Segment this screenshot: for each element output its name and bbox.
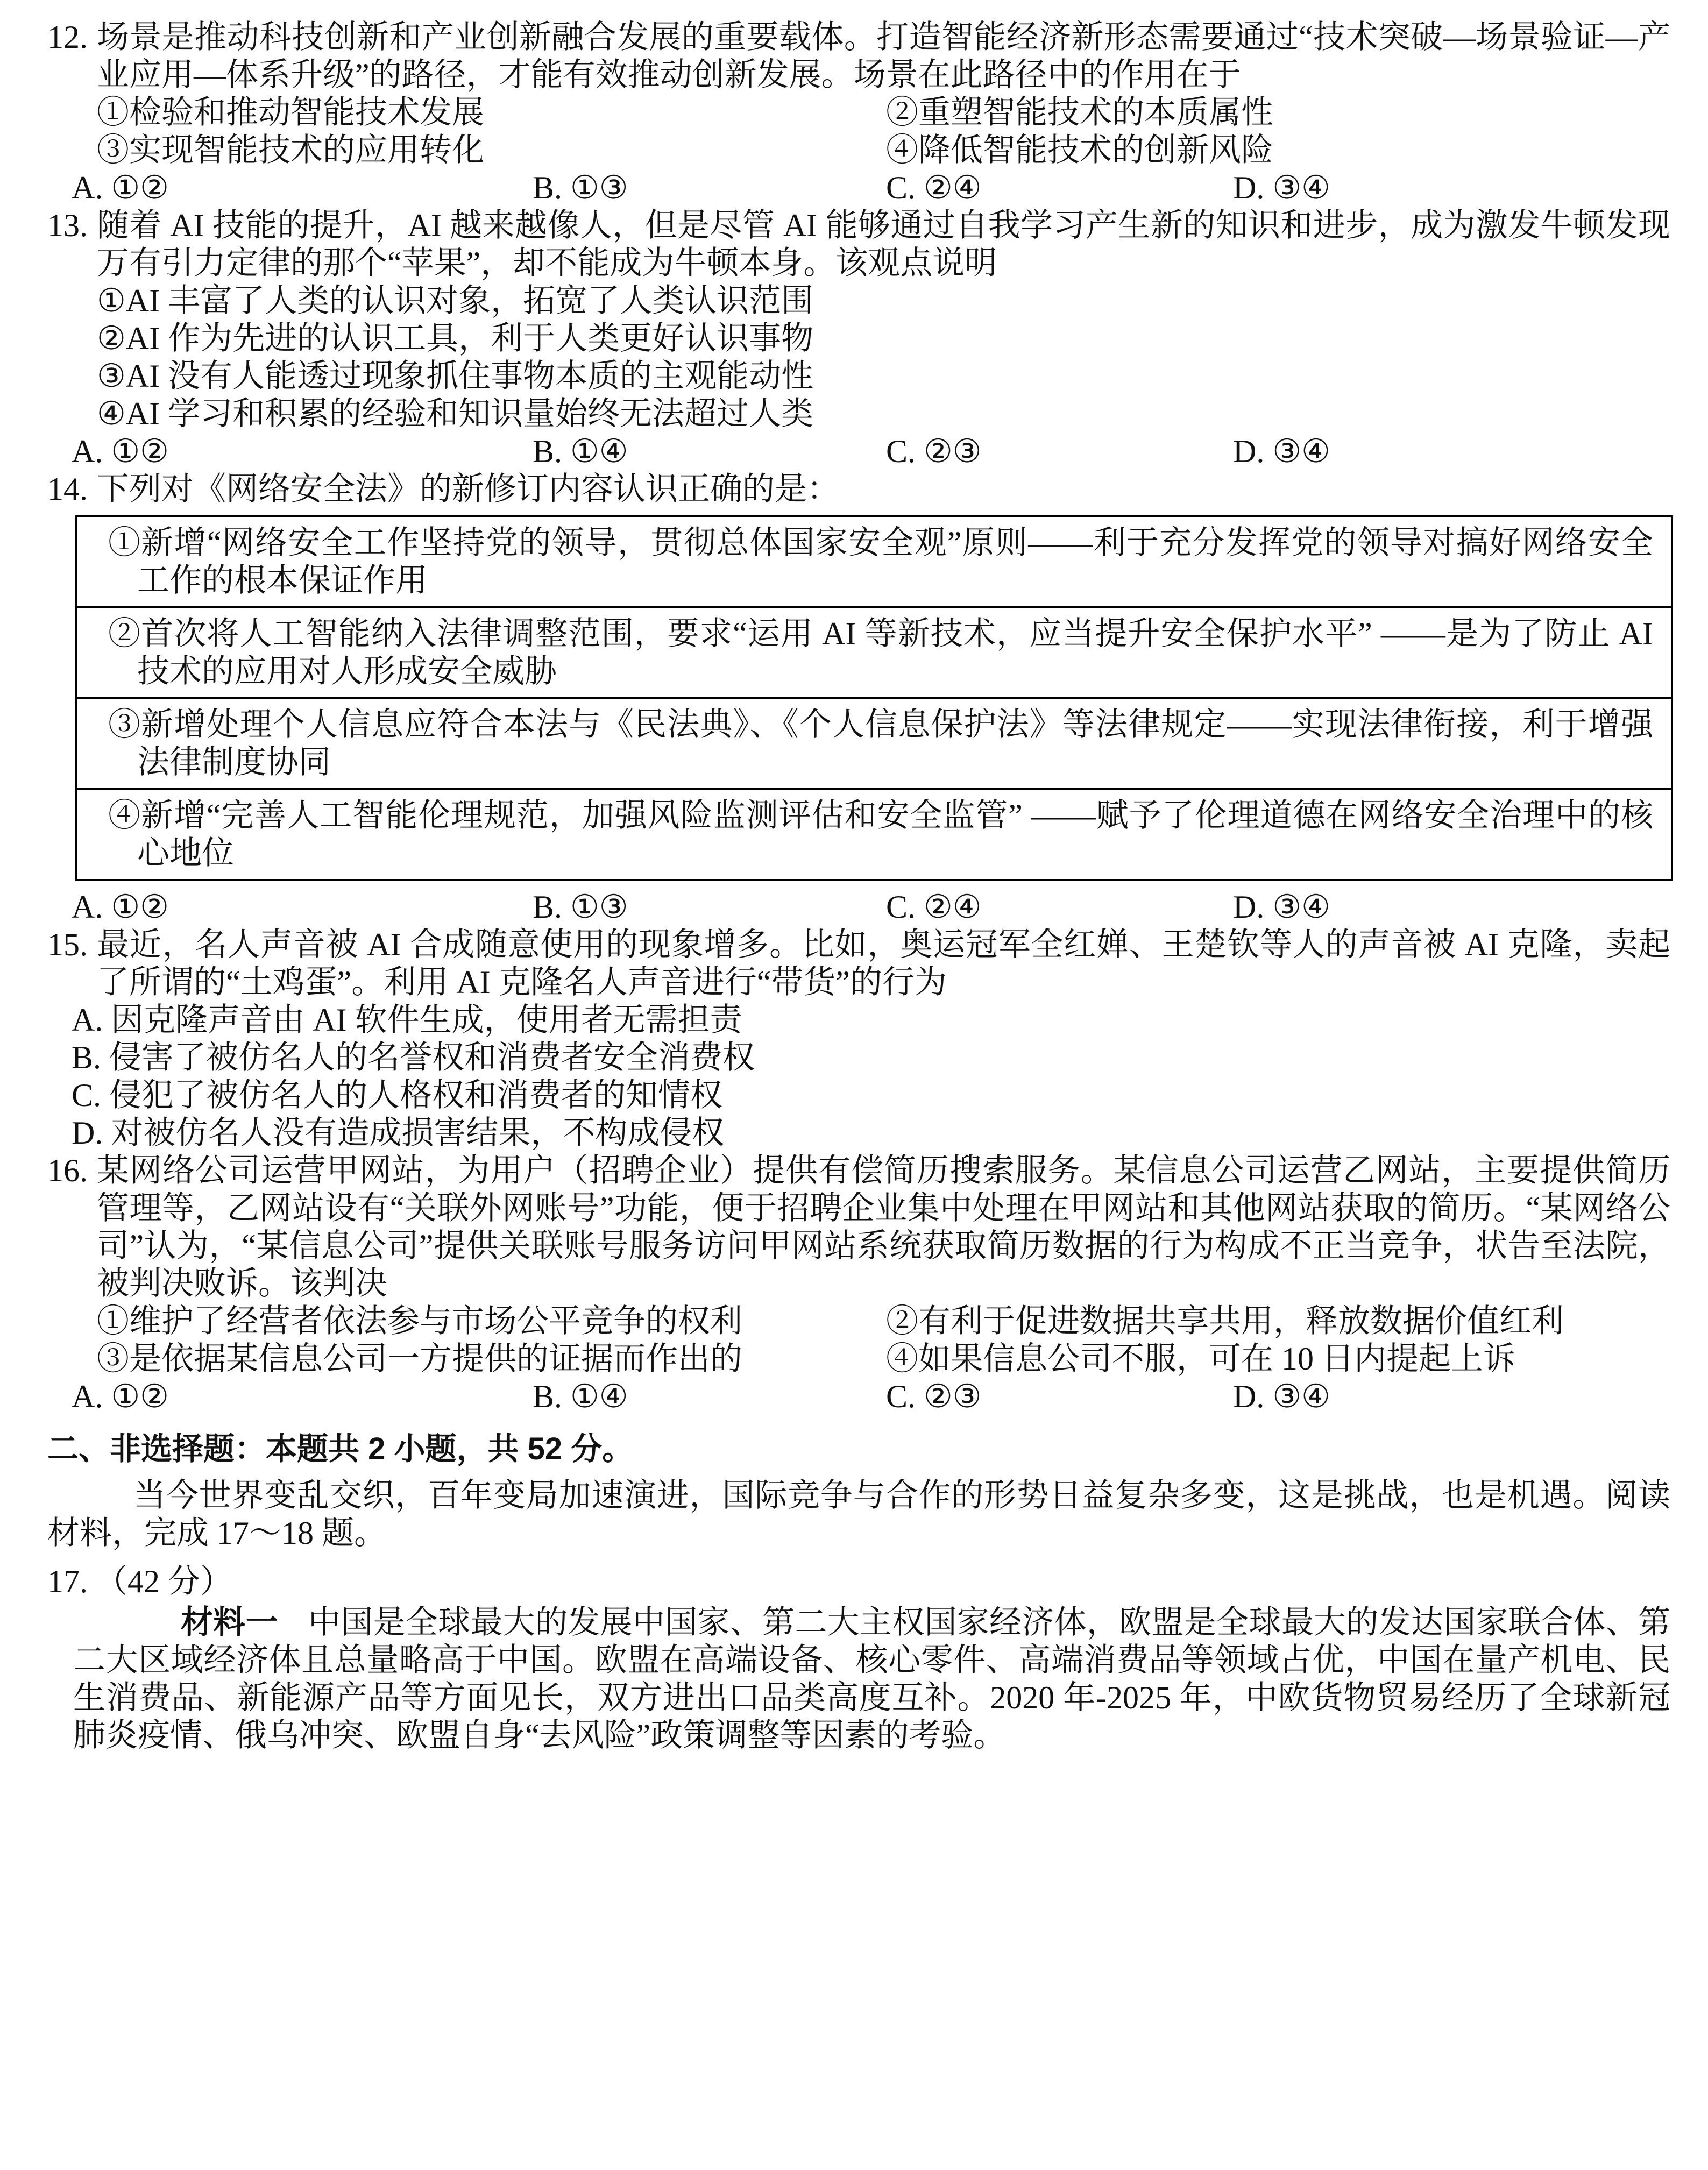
choice-b: B. ①③ (533, 889, 628, 925)
revision-table (75, 515, 1673, 881)
material-1-paragraph (73, 1604, 1670, 1754)
option-1: ①维护了经营者依法参与市场公平竞争的权利 (97, 1303, 742, 1339)
table-row: ③新增处理个人信息应符合本法与《民法典》、《个人信息保护法》等法律规定——实现法律衔接，利于增强法律制度协同 (77, 699, 1671, 790)
choice-d: D. ③④ (1233, 434, 1330, 469)
section-2-intro: 当今世界变乱交织，百年变局加速演进，国际竞争与合作的形势日益复杂多变，这是挑战，也是机遇。阅读材料，完成 17～18 题。 (47, 1478, 1670, 1551)
option-2: ②AI 作为先进的认识工具，利于人类更好认识事物 (97, 321, 814, 356)
question-stem: 随着 AI 技能的提升，AI 越来越像人，但是尽管 AI 能够通过自我学习产生新的知识和进步，成为激发牛顿发现万有引力定律的那个“苹果”，却不能成为牛顿本身。该观点说明 (97, 208, 1670, 281)
option-3: ③实现智能技术的应用转化 (97, 132, 484, 168)
choice-d: D. ③④ (1233, 170, 1330, 205)
option-list (97, 1302, 1670, 1378)
answer-choices (72, 432, 1670, 470)
question-number: 15. (47, 927, 88, 962)
choice-d: D. ③④ (1233, 1379, 1330, 1414)
question-stem: 下列对《网络安全法》的新修订内容认识正确的是： (97, 471, 839, 507)
question-number: 13. (47, 208, 88, 243)
answer-choices (72, 169, 1670, 207)
question-15 (47, 926, 1670, 1152)
option-4: ④降低智能技术的创新风险 (886, 132, 1273, 168)
question-stem: 最近，名人声音被 AI 合成随意使用的现象增多。比如，奥运冠军全红婵、王楚钦等人的声音被 AI 克隆，卖起了所谓的“土鸡蛋”。利用 AI 克隆名人声音进行“带货”的行为 (97, 927, 1670, 1000)
question-13 (47, 207, 1670, 470)
question-14 (47, 470, 1670, 926)
option-d: D. 对被仿名人没有造成损害结果，不构成侵权 (72, 1115, 725, 1151)
option-2: ②有利于促进数据共享共用，释放数据价值红利 (886, 1303, 1564, 1339)
section-2-heading: 二、非选择题：本题共 2 小题，共 52 分。 (47, 1431, 634, 1466)
option-list (97, 94, 1670, 169)
question-16 (47, 1152, 1670, 1415)
choice-c: C. ②④ (886, 170, 982, 205)
option-list (97, 282, 1670, 432)
choice-c: C. ②③ (886, 434, 982, 469)
choice-b: B. ①③ (533, 170, 628, 205)
question-12 (47, 18, 1670, 207)
answer-choices (72, 888, 1670, 926)
option-3: ③AI 没有人能透过现象抓住事物本质的主观能动性 (97, 358, 814, 394)
choice-a: A. ①② (72, 889, 169, 925)
question-score: （42 分） (95, 1564, 232, 1599)
option-c: C. 侵犯了被仿名人的人格权和消费者的知情权 (72, 1077, 723, 1113)
choice-c: C. ②④ (886, 889, 982, 925)
choice-a: A. ①② (72, 170, 169, 205)
question-stem: 场景是推动科技创新和产业创新融合发展的重要载体。打造智能经济新形态需要通过“技术突破—场景验证—产业应用—体系升级”的路径，才能有效推动创新发展。场景在此路径中的作用在于 (97, 19, 1670, 93)
material-1-text: 中国是全球最大的发展中国家、第二大主权国家经济体，欧盟是全球最大的发达国家联合体、第二大区域经济体且总量略高于中国。欧盟在高端设备、核心零件、高端消费品等领域占优，中国在量产机电、民生消费品、新能源产品等方面见长，双方进出口品类高度互补。2020 年-2025 年，中欧货物贸易经历了全球新冠肺炎疫情、俄乌冲突、欧盟自身“去风险”政策调整等因素的考验。 (73, 1605, 1671, 1753)
answer-choices (72, 1378, 1670, 1415)
question-17-header (47, 1563, 1670, 1600)
question-number: 14. (47, 471, 88, 507)
choice-d: D. ③④ (1233, 889, 1330, 925)
option-4: ④AI 学习和积累的经验和知识量始终无法超过人类 (97, 396, 814, 431)
option-1: ①AI 丰富了人类的认识对象，拓宽了人类认识范围 (97, 283, 814, 318)
option-row (97, 1340, 1670, 1378)
table-row: ①新增“网络安全工作坚持党的领导，贯彻总体国家安全观”原则——利于充分发挥党的领导对搞好网络安全工作的根本保证作用 (77, 517, 1671, 608)
choice-b: B. ①④ (533, 1379, 628, 1414)
table-row: ④新增“完善人工智能伦理规范，加强风险监测评估和安全监管” ——赋予了伦理道德在网络安全治理中的核心地位 (108, 798, 1653, 871)
material-1-label: 材料一 (181, 1604, 278, 1640)
table-row: ②首次将人工智能纳入法律调整范围，要求“运用 AI 等新技术，应当提升安全保护水平” ——是为了防止 AI 技术的应用对人形成安全威胁 (77, 608, 1671, 699)
option-1: ①检验和推动智能技术发展 (97, 95, 484, 130)
option-4: ④如果信息公司不服，可在 10 日内提起上诉 (886, 1341, 1515, 1377)
question-number: 16. (47, 1153, 88, 1188)
option-b: B. 侵害了被仿名人的名誉权和消费者安全消费权 (72, 1040, 755, 1075)
choice-a: A. ①② (72, 1379, 169, 1414)
choice-a: A. ①② (72, 434, 169, 469)
question-number: 12. (47, 19, 88, 55)
option-row (97, 94, 1670, 131)
option-2: ②重塑智能技术的本质属性 (886, 95, 1273, 130)
choice-c: C. ②③ (886, 1379, 982, 1414)
option-row (97, 131, 1670, 169)
question-stem: 某网络公司运营甲网站，为用户（招聘企业）提供有偿简历搜索服务。某信息公司运营乙网站，主要提供简历管理等，乙网站设有“关联外网账号”功能，便于招聘企业集中处理在甲网站和其他网站获取的简历。“某网络公司”认为，“某信息公司”提供关联账号服务访问甲网站系统获取简历数据的行为构成不正当竞争，状告至法院，被判决败诉。该判决 (97, 1153, 1670, 1301)
option-row (97, 1302, 1670, 1340)
option-list (72, 1001, 1670, 1152)
choice-b: B. ①④ (533, 434, 628, 469)
question-number: 17. (47, 1564, 88, 1599)
option-a: A. 因克隆声音由 AI 软件生成，使用者无需担责 (72, 1002, 742, 1038)
option-3: ③是依据某信息公司一方提供的证据而作出的 (97, 1341, 742, 1377)
